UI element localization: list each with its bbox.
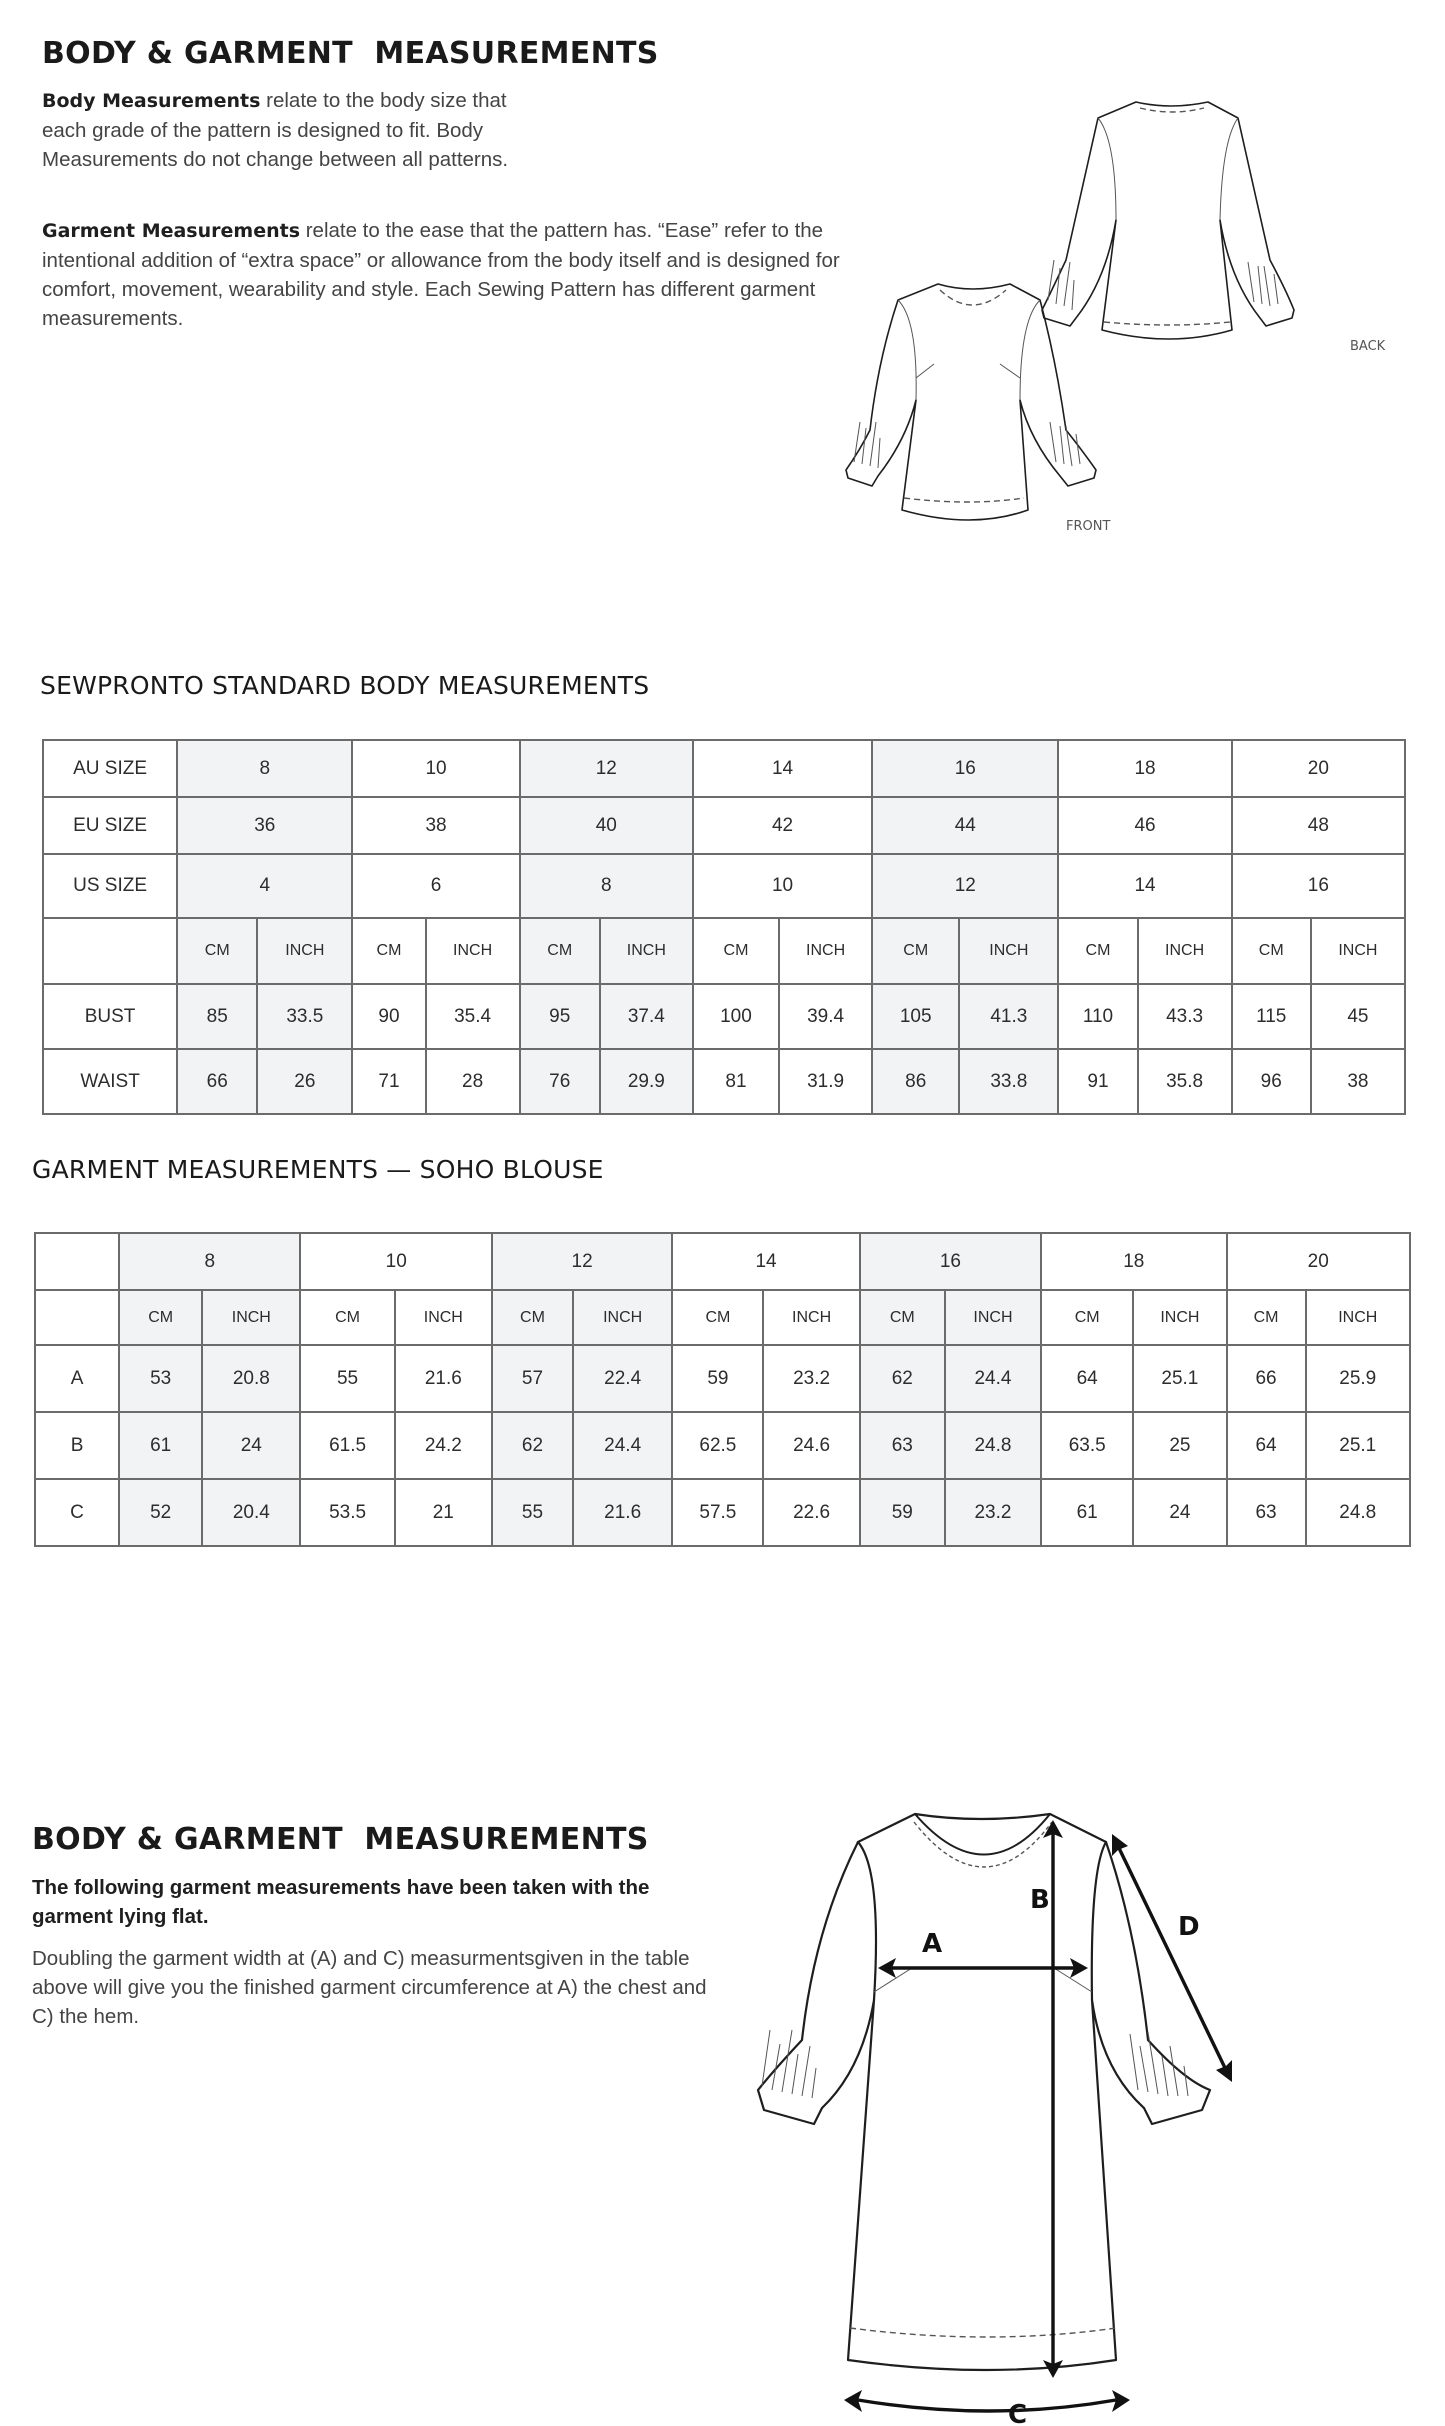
size-cell: 4	[177, 854, 352, 918]
unit-cm-header: CM	[693, 918, 779, 984]
unit-cm-header: CM	[300, 1290, 394, 1345]
empty-cell	[35, 1290, 119, 1345]
measurement-c-hem	[844, 2390, 1130, 2426]
cm-value: 105	[872, 984, 959, 1049]
cm-value: 63	[1227, 1479, 1306, 1546]
empty-cell	[43, 918, 177, 984]
cm-value: 53.5	[300, 1479, 394, 1546]
inch-value: 24.6	[763, 1412, 859, 1479]
inch-value: 33.5	[257, 984, 352, 1049]
flat-measure-note: The following garment measurements have been taken with the garment lying flat.	[32, 1876, 650, 1928]
table-row	[35, 1479, 1410, 1546]
unit-cm-header: CM	[177, 918, 257, 984]
unit-inch-header: INCH	[763, 1290, 859, 1345]
label-b: B	[1030, 1885, 1050, 1915]
unit-row	[35, 1290, 1410, 1345]
row-label: AU SIZE	[43, 740, 177, 797]
row-label: B	[35, 1412, 119, 1479]
inch-value: 24.2	[395, 1412, 492, 1479]
inch-value: 23.2	[763, 1345, 859, 1412]
inch-value: 29.9	[600, 1049, 693, 1114]
cm-value: 110	[1058, 984, 1137, 1049]
cm-value: 66	[177, 1049, 257, 1114]
size-cell: 44	[872, 797, 1058, 854]
cm-value: 55	[300, 1345, 394, 1412]
inch-value: 21.6	[395, 1345, 492, 1412]
front-view-sketch	[846, 284, 1110, 534]
size-cell: 16	[872, 740, 1058, 797]
front-label: FRONT	[1066, 519, 1111, 534]
cm-value: 115	[1232, 984, 1311, 1049]
inch-value: 24.8	[1306, 1479, 1410, 1546]
inch-value: 21.6	[573, 1479, 672, 1546]
inch-value: 24.4	[945, 1345, 1041, 1412]
measurement-a-chest	[878, 1929, 1088, 1978]
unit-cm-header: CM	[520, 918, 600, 984]
inch-value: 37.4	[600, 984, 693, 1049]
label-d: D	[1178, 1912, 1200, 1942]
inch-value: 21	[395, 1479, 492, 1546]
cm-value: 62	[492, 1412, 573, 1479]
cm-value: 63	[860, 1412, 945, 1479]
cm-value: 64	[1041, 1345, 1133, 1412]
garment-measurements-table	[34, 1232, 1411, 1547]
body-measurements-text: relate to the body size that each grade of the pattern is designed to fit. Body Measurements do not change between all patterns.	[42, 89, 509, 171]
size-row	[43, 740, 1405, 797]
size-cell: 40	[520, 797, 693, 854]
unit-cm-header: CM	[1058, 918, 1137, 984]
inch-value: 25.9	[1306, 1345, 1410, 1412]
row-label: C	[35, 1479, 119, 1546]
inch-value: 31.9	[779, 1049, 872, 1114]
size-cell: 42	[693, 797, 872, 854]
unit-cm-header: CM	[1232, 918, 1311, 984]
cm-value: 71	[352, 1049, 425, 1114]
unit-cm-header: CM	[860, 1290, 945, 1345]
unit-inch-header: INCH	[945, 1290, 1041, 1345]
page-title: BODY & GARMENT MEASUREMENTS	[42, 36, 659, 71]
body-measurements-term: Body Measurements	[42, 90, 261, 112]
empty-cell	[35, 1233, 119, 1290]
cm-value: 91	[1058, 1049, 1137, 1114]
unit-cm-header: CM	[872, 918, 959, 984]
cm-value: 57	[492, 1345, 573, 1412]
inch-value: 24	[202, 1412, 300, 1479]
size-cell: 38	[352, 797, 519, 854]
inch-value: 22.4	[573, 1345, 672, 1412]
table-row	[35, 1345, 1410, 1412]
table-row	[43, 984, 1405, 1049]
unit-inch-header: INCH	[959, 918, 1058, 984]
inch-value: 25.1	[1133, 1345, 1226, 1412]
cm-value: 57.5	[672, 1479, 763, 1546]
unit-cm-header: CM	[352, 918, 425, 984]
inch-value: 41.3	[959, 984, 1058, 1049]
cm-value: 96	[1232, 1049, 1311, 1114]
garment-table-title: GARMENT MEASUREMENTS — SOHO BLOUSE	[32, 1155, 604, 1184]
unit-inch-header: INCH	[600, 918, 693, 984]
inch-value: 20.4	[202, 1479, 300, 1546]
doubling-note: Doubling the garment width at (A) and C) measurmentsgiven in the table above will give you the finished garment circumference at A) the chest and C) the hem.	[32, 1947, 707, 2028]
unit-cm-header: CM	[672, 1290, 763, 1345]
cm-value: 61	[1041, 1479, 1133, 1546]
measurement-guide-heading: BODY & GARMENT MEASUREMENTS	[32, 1822, 649, 1857]
inch-value: 38	[1311, 1049, 1405, 1114]
size-cell: 20	[1232, 740, 1405, 797]
row-label: BUST	[43, 984, 177, 1049]
size-cell: 12	[520, 740, 693, 797]
body-measurements-description	[42, 86, 522, 174]
cm-value: 81	[693, 1049, 779, 1114]
inch-value: 35.8	[1138, 1049, 1232, 1114]
inch-value: 24.8	[945, 1412, 1041, 1479]
cm-value: 55	[492, 1479, 573, 1546]
size-cell: 36	[177, 797, 352, 854]
cm-value: 61	[119, 1412, 202, 1479]
size-cell: 16	[860, 1233, 1041, 1290]
cm-value: 53	[119, 1345, 202, 1412]
back-view-sketch	[1042, 102, 1386, 354]
unit-inch-header: INCH	[257, 918, 352, 984]
size-cell: 12	[492, 1233, 672, 1290]
unit-inch-header: INCH	[1311, 918, 1405, 984]
size-cell: 14	[1058, 854, 1231, 918]
garment-measurements-description	[42, 216, 842, 333]
garment-measurements-term: Garment Measurements	[42, 220, 301, 242]
cm-value: 86	[872, 1049, 959, 1114]
inch-value: 24	[1133, 1479, 1226, 1546]
size-cell: 48	[1232, 797, 1405, 854]
back-label: BACK	[1350, 339, 1386, 354]
inch-value: 25.1	[1306, 1412, 1410, 1479]
unit-inch-header: INCH	[779, 918, 872, 984]
inch-value: 26	[257, 1049, 352, 1114]
cm-value: 59	[860, 1479, 945, 1546]
size-cell: 18	[1041, 1233, 1226, 1290]
unit-inch-header: INCH	[395, 1290, 492, 1345]
cm-value: 100	[693, 984, 779, 1049]
cm-value: 61.5	[300, 1412, 394, 1479]
unit-cm-header: CM	[119, 1290, 202, 1345]
row-label: US SIZE	[43, 854, 177, 918]
size-cell: 14	[693, 740, 872, 797]
cm-value: 90	[352, 984, 425, 1049]
size-cell: 14	[672, 1233, 859, 1290]
label-a: A	[922, 1929, 943, 1959]
inch-value: 28	[426, 1049, 520, 1114]
table-row	[35, 1412, 1410, 1479]
unit-row	[43, 918, 1405, 984]
size-cell: 6	[352, 854, 519, 918]
unit-inch-header: INCH	[1133, 1290, 1226, 1345]
size-cell: 8	[177, 740, 352, 797]
body-measurements-table	[42, 739, 1406, 1115]
inch-value: 25	[1133, 1412, 1226, 1479]
inch-value: 23.2	[945, 1479, 1041, 1546]
unit-inch-header: INCH	[202, 1290, 300, 1345]
cm-value: 62	[860, 1345, 945, 1412]
inch-value: 22.6	[763, 1479, 859, 1546]
unit-cm-header: CM	[1227, 1290, 1306, 1345]
inch-value: 35.4	[426, 984, 520, 1049]
cm-value: 76	[520, 1049, 600, 1114]
measurement-d-sleeve	[1112, 1834, 1232, 2082]
cm-value: 62.5	[672, 1412, 763, 1479]
inch-value: 33.8	[959, 1049, 1058, 1114]
label-c: C	[1008, 2400, 1028, 2426]
cm-value: 95	[520, 984, 600, 1049]
size-cell: 20	[1227, 1233, 1411, 1290]
cm-value: 63.5	[1041, 1412, 1133, 1479]
unit-inch-header: INCH	[573, 1290, 672, 1345]
measurement-b-length	[1030, 1820, 1063, 2378]
row-label: A	[35, 1345, 119, 1412]
cm-value: 66	[1227, 1345, 1306, 1412]
size-cell: 10	[300, 1233, 492, 1290]
table-row	[43, 1049, 1405, 1114]
row-label: WAIST	[43, 1049, 177, 1114]
size-cell: 8	[520, 854, 693, 918]
measurement-diagram	[740, 1780, 1445, 2426]
cm-value: 52	[119, 1479, 202, 1546]
blouse-flat-sketch	[820, 60, 1445, 560]
size-row	[43, 797, 1405, 854]
cm-value: 64	[1227, 1412, 1306, 1479]
unit-cm-header: CM	[1041, 1290, 1133, 1345]
unit-inch-header: INCH	[1138, 918, 1232, 984]
size-cell: 12	[872, 854, 1058, 918]
inch-value: 45	[1311, 984, 1405, 1049]
body-table-title: SEWPRONTO STANDARD BODY MEASUREMENTS	[40, 671, 650, 700]
unit-inch-header: INCH	[426, 918, 520, 984]
inch-value: 43.3	[1138, 984, 1232, 1049]
size-cell: 18	[1058, 740, 1231, 797]
size-cell: 10	[352, 740, 519, 797]
unit-cm-header: CM	[492, 1290, 573, 1345]
row-label: EU SIZE	[43, 797, 177, 854]
cm-value: 59	[672, 1345, 763, 1412]
garment-measurements-text: relate to the ease that the pattern has. “Ease” refer to the intentional addition of “extra space” or allowance from the body itself and is designed for comfort, movement, wearability and style. Each Sewing Pattern has different garment measurements.	[42, 219, 840, 330]
size-cell: 16	[1232, 854, 1405, 918]
unit-inch-header: INCH	[1306, 1290, 1410, 1345]
size-cell: 10	[693, 854, 872, 918]
cm-value: 85	[177, 984, 257, 1049]
size-row	[43, 854, 1405, 918]
inch-value: 39.4	[779, 984, 872, 1049]
size-row	[35, 1233, 1410, 1290]
size-cell: 8	[119, 1233, 300, 1290]
inch-value: 20.8	[202, 1345, 300, 1412]
size-cell: 46	[1058, 797, 1231, 854]
inch-value: 24.4	[573, 1412, 672, 1479]
